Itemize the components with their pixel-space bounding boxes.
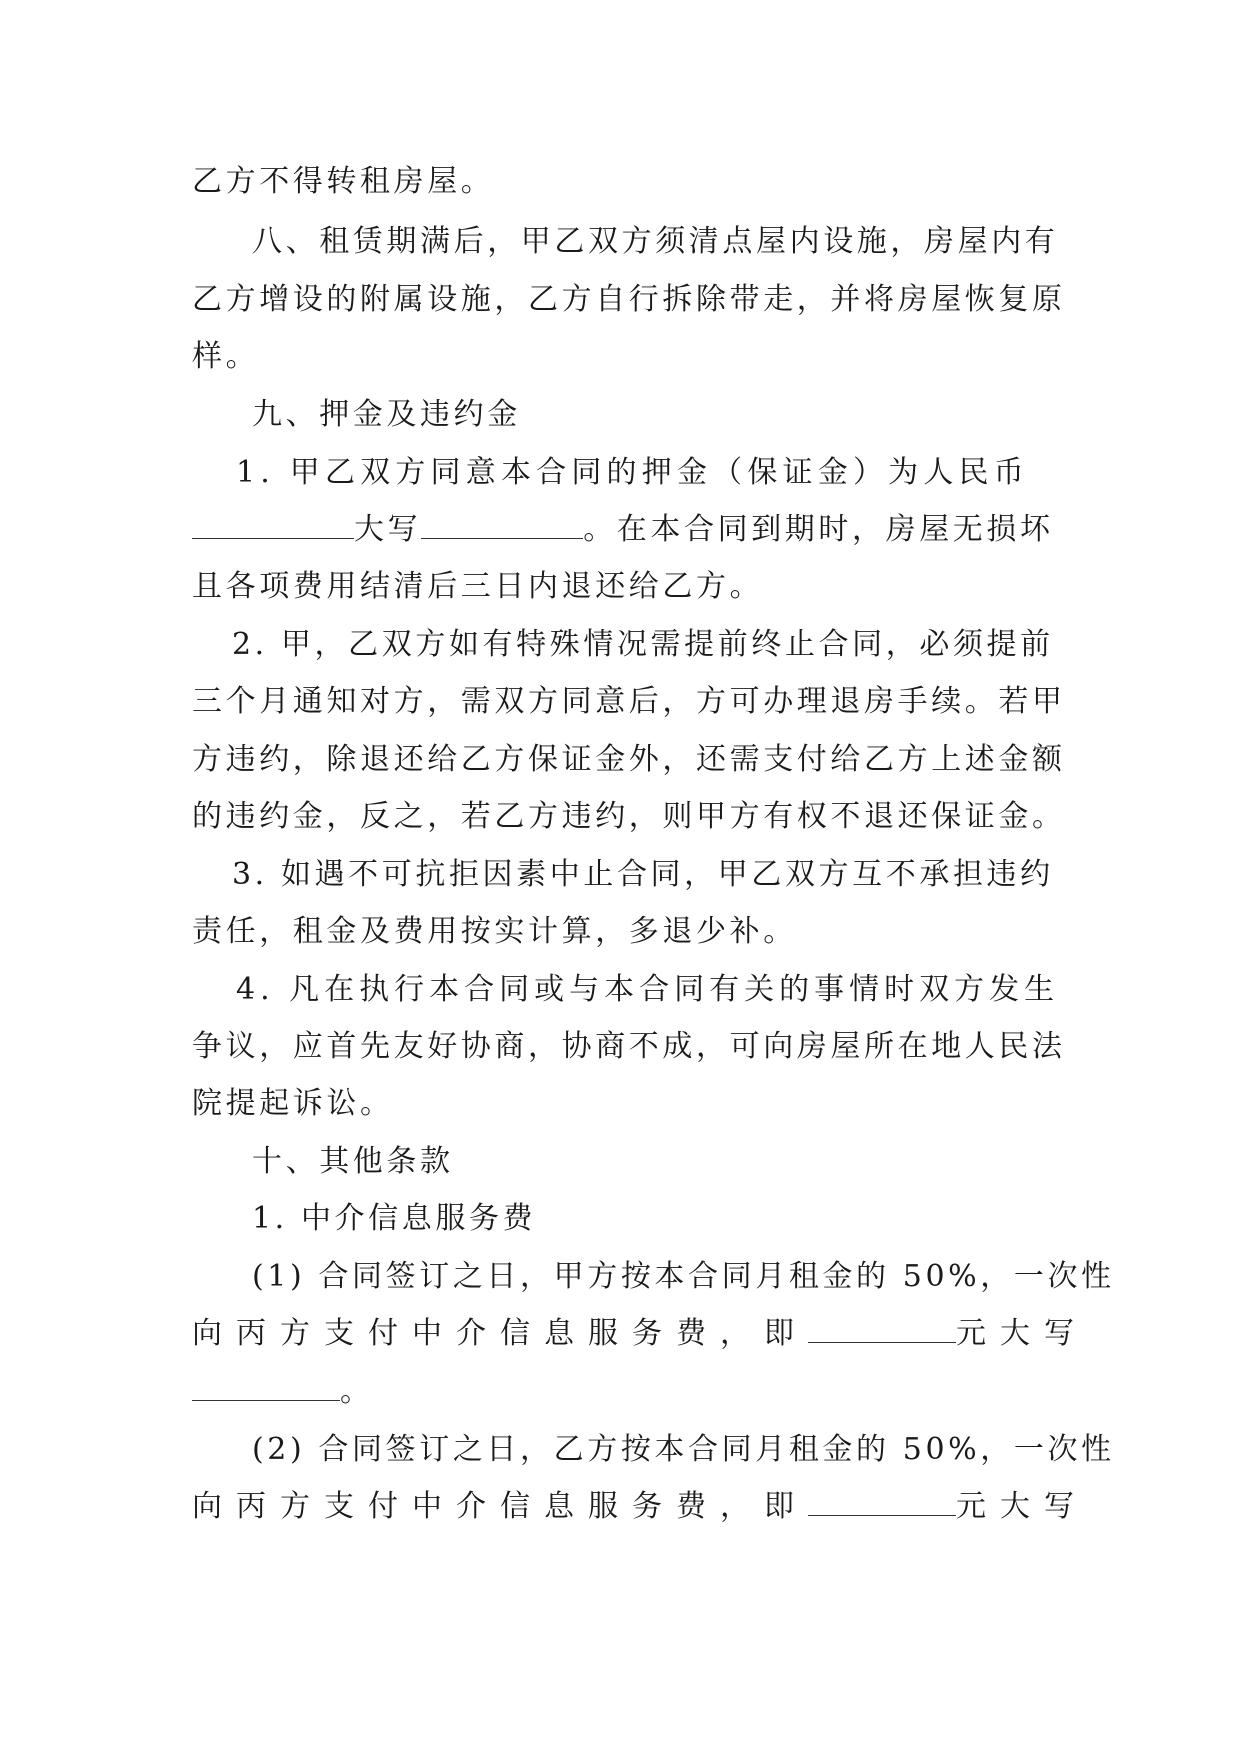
deposit-amount-line — [192, 500, 1052, 560]
agency-fee-line — [192, 1477, 1088, 1537]
text-fragment: 元大写 — [956, 1489, 1088, 1524]
agency-fee-line — [192, 1304, 1088, 1364]
deposit-amount-words-blank — [421, 512, 583, 539]
text-line: 争议，应首先友好协商，协商不成，可向房屋所在地人民法 — [192, 1029, 1066, 1064]
clause-10-heading: 十、其他条款 — [252, 1144, 454, 1179]
deposit-item-1: 1. 甲乙双方同意本合同的押金（保证金）为人民币 — [236, 455, 1029, 490]
text-fragment: 。 — [340, 1374, 374, 1409]
fee-amount-blank — [808, 1316, 956, 1343]
text-fragment: 元大写 — [956, 1316, 1088, 1351]
deposit-item-4: 4. 凡在执行本合同或与本合同有关的事情时双方发生 — [236, 972, 1060, 1007]
text-line: 的违约金，反之，若乙方违约，则甲方有权不退还保证金。 — [192, 799, 1066, 834]
text-line: 三个月通知对方，需双方同意后，方可办理退房手续。若甲 — [192, 684, 1066, 719]
clause-9-heading: 九、押金及违约金 — [252, 397, 521, 432]
text-line: 乙方增设的附属设施，乙方自行拆除带走，并将房屋恢复原 — [192, 282, 1066, 317]
deposit-item-2: 2. 甲，乙双方如有特殊情况需提前终止合同，必须提前 — [232, 627, 1054, 662]
text-fragment: 向丙方支付中介信息服务费，即 — [192, 1316, 808, 1351]
clause-8-heading-line: 八、租赁期满后，甲乙双方须清点屋内设施，房屋内有 — [252, 224, 1059, 259]
fee-amount-blank — [808, 1489, 956, 1516]
text-line: 院提起诉讼。 — [192, 1086, 394, 1121]
text-line: 方违约，除退还给乙方保证金外，还需支付给乙方上述金额 — [192, 742, 1066, 777]
text-fragment: 大写 — [354, 512, 422, 547]
agency-fee-heading: 1. 中介信息服务费 — [252, 1201, 537, 1236]
fee-words-line — [192, 1362, 1052, 1422]
deposit-item-3: 3. 如遇不可抗拒因素中止合同，甲乙双方互不承担违约 — [232, 857, 1054, 892]
text-line: 样。 — [192, 339, 260, 374]
text-fragment: 向丙方支付中介信息服务费，即 — [192, 1489, 808, 1524]
deposit-amount-blank — [192, 512, 354, 539]
fee-words-blank — [192, 1374, 340, 1401]
text-line: 且各项费用结清后三日内退还给乙方。 — [192, 569, 764, 604]
agency-fee-item-1: (1) 合同签订之日，甲方按本合同月租金的 50%，一次性 — [252, 1259, 1115, 1294]
text-line: 乙方不得转租房屋。 — [192, 164, 495, 199]
text-fragment: 。在本合同到期时，房屋无损坏 — [583, 512, 1054, 547]
text-line: 责任，租金及费用按实计算，多退少补。 — [192, 914, 797, 949]
agency-fee-item-2: (2) 合同签订之日，乙方按本合同月租金的 50%，一次性 — [252, 1432, 1115, 1467]
